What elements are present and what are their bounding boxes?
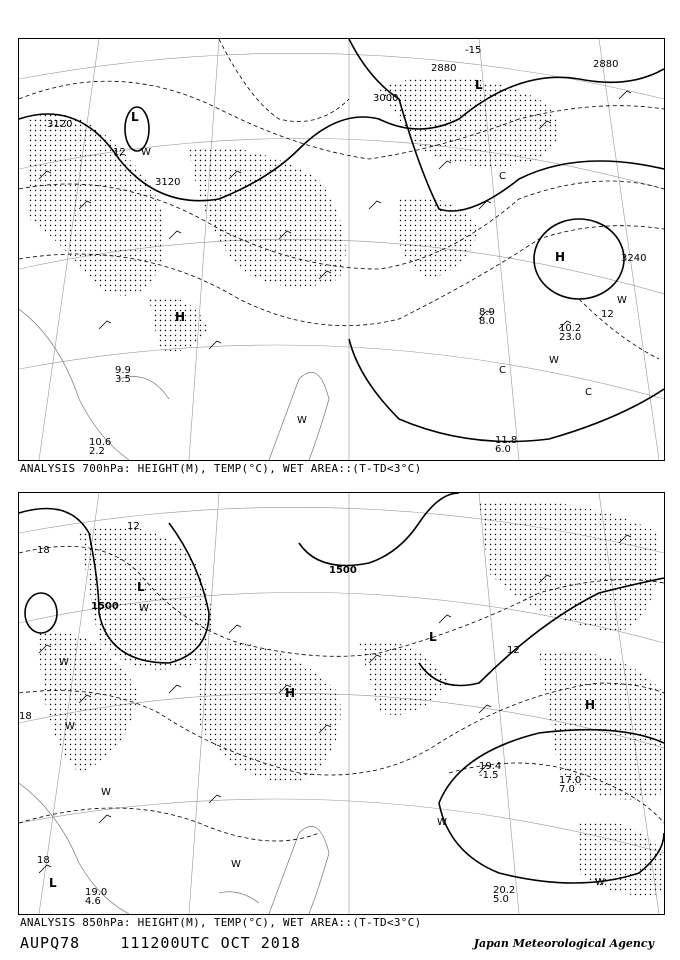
temp-label: 12 (127, 521, 140, 532)
temp-label: 18 (37, 545, 50, 556)
station-obs-line: 23.0 (559, 332, 582, 343)
low-pressure-center: L (137, 580, 145, 594)
temp-label: 12 (601, 309, 614, 320)
station-obs: 8.9 8.0 (479, 307, 495, 327)
warm-marker: W (65, 721, 75, 732)
map-850hpa-svg (19, 493, 664, 914)
map-700hpa (18, 38, 665, 461)
caption-850hpa: ANALYSIS 850hPa: HEIGHT(M), TEMP(°C), WET AREA::(T-TD<3°C) (20, 916, 422, 929)
contour-label: 3000 (373, 93, 399, 104)
warm-marker: W (101, 787, 111, 798)
cold-marker: C (585, 387, 592, 398)
warm-marker: W (549, 355, 559, 366)
warm-marker: W (437, 817, 447, 828)
warm-marker: W (297, 415, 307, 426)
contour-label: 1500 (329, 565, 357, 576)
agency-name: Japan Meteorological Agency (473, 937, 654, 950)
station-obs: 19.0 4.6 (85, 887, 108, 907)
contour-label: 1500 (91, 601, 119, 612)
low-pressure-center: L (475, 78, 483, 92)
temp-label: 12 (113, 147, 126, 158)
station-obs: 11.8 6.0 (495, 435, 518, 455)
contour-label: 2880 (431, 63, 457, 74)
contour-label: 2880 (593, 59, 619, 70)
station-obs: 9.9 3.5 (115, 365, 131, 385)
warm-marker: W (139, 603, 149, 614)
station-obs-line: 5.0 (493, 894, 509, 905)
wet-areas (39, 501, 664, 896)
map-850hpa (18, 492, 665, 915)
low-pressure-center: L (131, 110, 139, 124)
high-pressure-center: H (175, 310, 186, 324)
warm-marker: W (59, 657, 69, 668)
warm-marker: W (231, 859, 241, 870)
station-obs: 10.6 2.2 (89, 437, 112, 457)
high-pressure-center: H (555, 250, 566, 264)
contour-label: 3120 (47, 119, 73, 130)
station-obs: 10.2 23.0 (559, 323, 582, 343)
station-obs-line: 4.6 (85, 896, 101, 907)
station-obs: 17.0 7.0 (559, 775, 582, 795)
station-obs-line: 8.0 (479, 316, 495, 327)
low-pressure-center: L (429, 630, 437, 644)
station-obs: 20.2 5.0 (493, 885, 516, 905)
station-obs-line: 7.0 (559, 784, 575, 795)
warm-marker: W (595, 877, 605, 888)
high-pressure-center: H (285, 686, 296, 700)
contour-label: 3240 (621, 253, 647, 264)
warm-marker: W (617, 295, 627, 306)
station-obs-line: 3.5 (115, 374, 131, 385)
temp-label: 12 (507, 645, 520, 656)
station-obs: 19.4 -1.5 (479, 761, 502, 781)
station-obs-line: -1.5 (479, 770, 499, 781)
map-700hpa-svg (19, 39, 664, 460)
temp-label: 18 (37, 855, 50, 866)
temp-label: 18 (19, 711, 32, 722)
cold-marker: C (499, 171, 506, 182)
caption-700hpa: ANALYSIS 700hPa: HEIGHT(M), TEMP(°C), WET AREA::(T-TD<3°C) (20, 462, 422, 475)
station-obs-line: 6.0 (495, 444, 511, 455)
warm-marker: W (141, 147, 151, 158)
chart-code: AUPQ78 (20, 934, 81, 952)
chart-time: 111200UTC OCT 2018 (120, 934, 301, 952)
cold-marker: C (499, 365, 506, 376)
high-pressure-center: H (585, 698, 596, 712)
low-pressure-center: L (49, 876, 57, 890)
contour-label: 3120 (155, 177, 181, 188)
chart-id (20, 934, 301, 952)
station-obs-line: 2.2 (89, 446, 105, 457)
temp-label: -15 (465, 45, 482, 56)
